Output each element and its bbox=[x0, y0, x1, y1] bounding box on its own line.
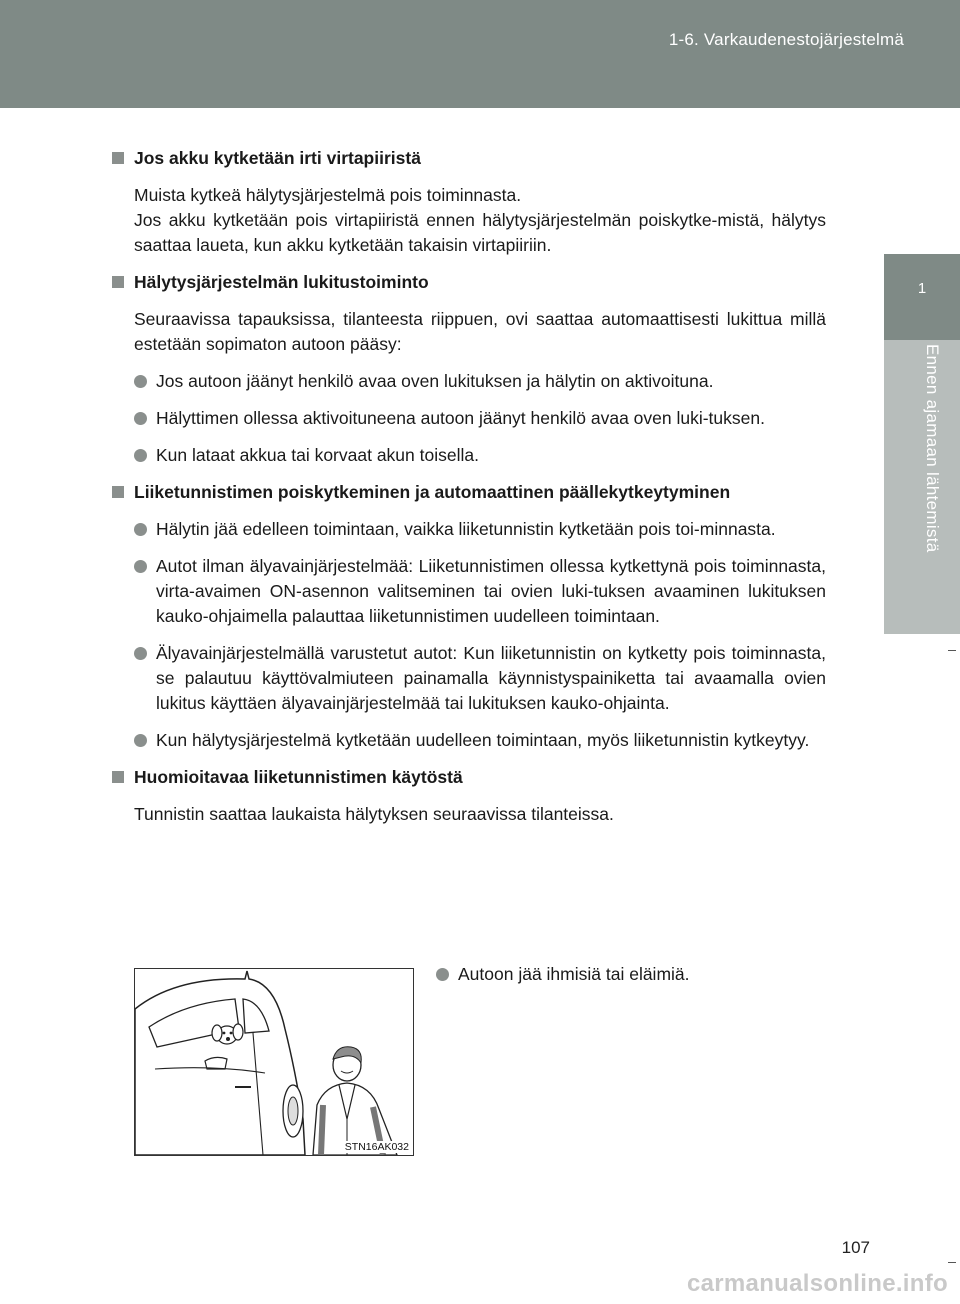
round-bullet-icon bbox=[436, 968, 449, 981]
round-bullet-icon bbox=[134, 449, 147, 462]
round-bullet-icon bbox=[134, 734, 147, 747]
margin-tick bbox=[948, 650, 956, 651]
round-bullet-icon bbox=[134, 647, 147, 660]
section-heading: Jos akku kytketään irti virtapiiristä bbox=[112, 146, 826, 171]
round-bullet-icon bbox=[134, 412, 147, 425]
list-item: Kun lataat akkua tai korvaat akun toisella. bbox=[134, 443, 826, 468]
list-item: Autoon jää ihmisiä tai eläimiä. bbox=[436, 962, 818, 987]
margin-tick bbox=[948, 1262, 956, 1263]
round-bullet-icon bbox=[134, 523, 147, 536]
section-heading: Hälytysjärjestelmän lukitustoiminto bbox=[112, 270, 826, 295]
chapter-tab bbox=[884, 254, 960, 340]
section-heading: Liiketunnistimen poiskytkeminen ja automaattinen päällekytkeytyminen bbox=[112, 480, 826, 505]
chapter-number: 1 bbox=[917, 280, 927, 297]
square-bullet-icon bbox=[112, 152, 124, 164]
illustration-figure bbox=[134, 968, 414, 1156]
list-item: Älyavainjärjestelmällä varustetut autot: Kun liiketunnistin on kytketty pois toiminnasta, se palautuu käyttövalmiuteen painamalla käynnistyspainiketta tai avaamalla ovien lukitus käyttäen älyavainjärjestelmää tai lukituksen kauko-ohjainta. bbox=[134, 641, 826, 716]
list-item: Hälytin jää edelleen toimintaan, vaikka liiketunnistin kytketään pois toi-minnasta. bbox=[134, 517, 826, 542]
round-bullet-icon bbox=[134, 375, 147, 388]
list-item: Jos autoon jäänyt henkilö avaa oven lukituksen ja hälytin on aktivoituna. bbox=[134, 369, 826, 394]
main-content bbox=[112, 146, 826, 839]
chapter-title: Ennen ajamaan lähtemistä bbox=[923, 344, 942, 553]
car-with-dog-and-man-illustration bbox=[135, 969, 413, 1155]
list-item: Kun hälytysjärjestelmä kytketään uudelleen toimintaan, myös liiketunnistin kytkeytyy. bbox=[134, 728, 826, 753]
square-bullet-icon bbox=[112, 486, 124, 498]
watermark: carmanualsonline.info bbox=[686, 1270, 948, 1297]
round-bullet-icon bbox=[134, 560, 147, 573]
square-bullet-icon bbox=[112, 276, 124, 288]
page-header bbox=[0, 0, 960, 108]
square-bullet-icon bbox=[112, 771, 124, 783]
list-item: Autot ilman älyavainjärjestelmää: Liiketunnistimen ollessa kytkettynä pois toiminnasta, virta-avaimen ON-asennon valitseminen tai ovien luki-tuksen avaaminen lukituksen kauko-ohjaimella palauttaa liiketunnistimen uudelleen toimintaan. bbox=[134, 554, 826, 629]
figure-caption: STN16AK032 bbox=[344, 1141, 409, 1153]
paragraph: Tunnistin saattaa laukaista hälytyksen seuraavissa tilanteissa. bbox=[134, 804, 614, 824]
paragraph: Muista kytkeä hälytysjärjestelmä pois toiminnasta. Jos akku kytketään pois virtapiiristä ennen hälytysjärjestelmän poiskytke-mistä, hälytys saattaa laueta, kun akku kytketään takaisin virtapiiriin. bbox=[134, 185, 826, 255]
list-item: Hälyttimen ollessa aktivoituneena autoon jäänyt henkilö avaa oven luki-tuksen. bbox=[134, 406, 826, 431]
paragraph: Seuraavissa tapauksissa, tilanteesta riippuen, ovi saattaa automaattisesti lukittua millä estetään sopimaton autoon pääsy: bbox=[134, 309, 826, 354]
section-heading: Huomioitavaa liiketunnistimen käytöstä bbox=[112, 765, 826, 790]
chapter-strip bbox=[884, 340, 960, 634]
section-title: 1-6. Varkaudenestojärjestelmä bbox=[668, 30, 904, 49]
page-number: 107 bbox=[841, 1238, 870, 1257]
